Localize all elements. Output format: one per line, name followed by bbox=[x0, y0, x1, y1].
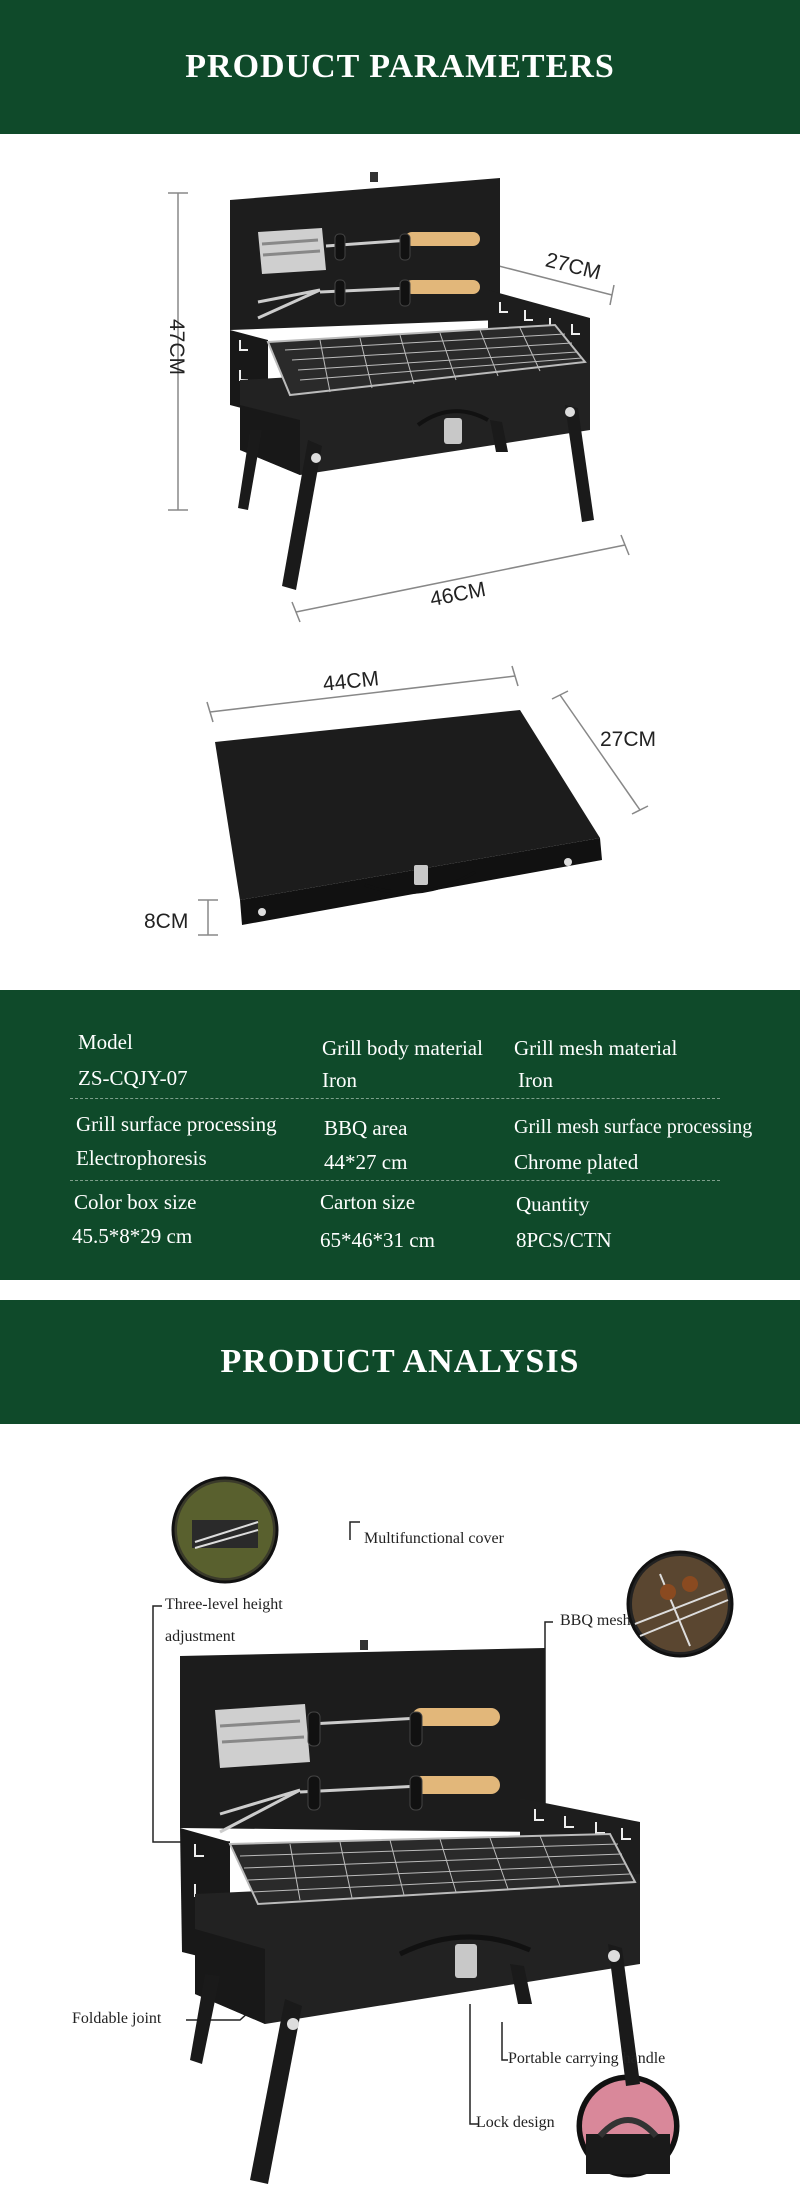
param-label: BBQ area bbox=[324, 1116, 408, 1140]
dim-open-depth: 27CM bbox=[543, 248, 604, 285]
param-value: 8PCS/CTN bbox=[516, 1228, 612, 1252]
param-label: Color box size bbox=[74, 1190, 197, 1214]
param-value: Electrophoresis bbox=[76, 1146, 207, 1170]
dim-open-height: 47CM bbox=[165, 318, 189, 376]
row-separator bbox=[70, 1098, 720, 1099]
annotation-height-1: Three-level height bbox=[165, 1596, 283, 1613]
param-label: Carton size bbox=[320, 1190, 416, 1214]
param-value: 65*46*31 cm bbox=[320, 1228, 435, 1252]
param-value: 44*27 cm bbox=[324, 1150, 408, 1174]
param-label: Model bbox=[78, 1030, 133, 1054]
param-label: Grill mesh material bbox=[514, 1036, 678, 1060]
param-value: 45.5*8*29 cm bbox=[72, 1224, 193, 1248]
annotation-cover: Multifunctional cover bbox=[364, 1530, 504, 1547]
analysis-banner bbox=[0, 1300, 800, 1424]
param-label: Quantity bbox=[516, 1192, 590, 1216]
param-label: Grill mesh surface processing bbox=[514, 1116, 753, 1138]
annotation-lock: Lock design bbox=[476, 2114, 555, 2131]
param-value: Chrome plated bbox=[514, 1150, 639, 1174]
annotation-mesh: BBQ mesh bbox=[560, 1612, 631, 1629]
parameters-title: PRODUCT PARAMETERS bbox=[185, 48, 615, 85]
dim-closed-height: 8CM bbox=[144, 910, 189, 933]
annotation-handle: Portable carrying handle bbox=[508, 2050, 666, 2067]
param-value: Iron bbox=[518, 1068, 553, 1092]
dim-closed-width: 44CM bbox=[321, 667, 381, 696]
param-label: Grill body material bbox=[322, 1036, 483, 1060]
annotation-joint: Foldable joint bbox=[72, 2010, 162, 2027]
param-value: ZS-CQJY-07 bbox=[78, 1066, 188, 1090]
open-grill-illustration bbox=[0, 0, 800, 980]
dim-closed-depth: 27CM bbox=[600, 728, 657, 751]
row-separator bbox=[70, 1180, 720, 1181]
parameters-table bbox=[0, 990, 800, 1280]
param-label: Grill surface processing bbox=[76, 1112, 277, 1136]
param-value: Iron bbox=[322, 1068, 357, 1092]
dim-open-width: 46CM bbox=[428, 577, 488, 612]
analysis-title: PRODUCT ANALYSIS bbox=[220, 1343, 580, 1380]
annotation-height-2: adjustment bbox=[165, 1628, 236, 1645]
